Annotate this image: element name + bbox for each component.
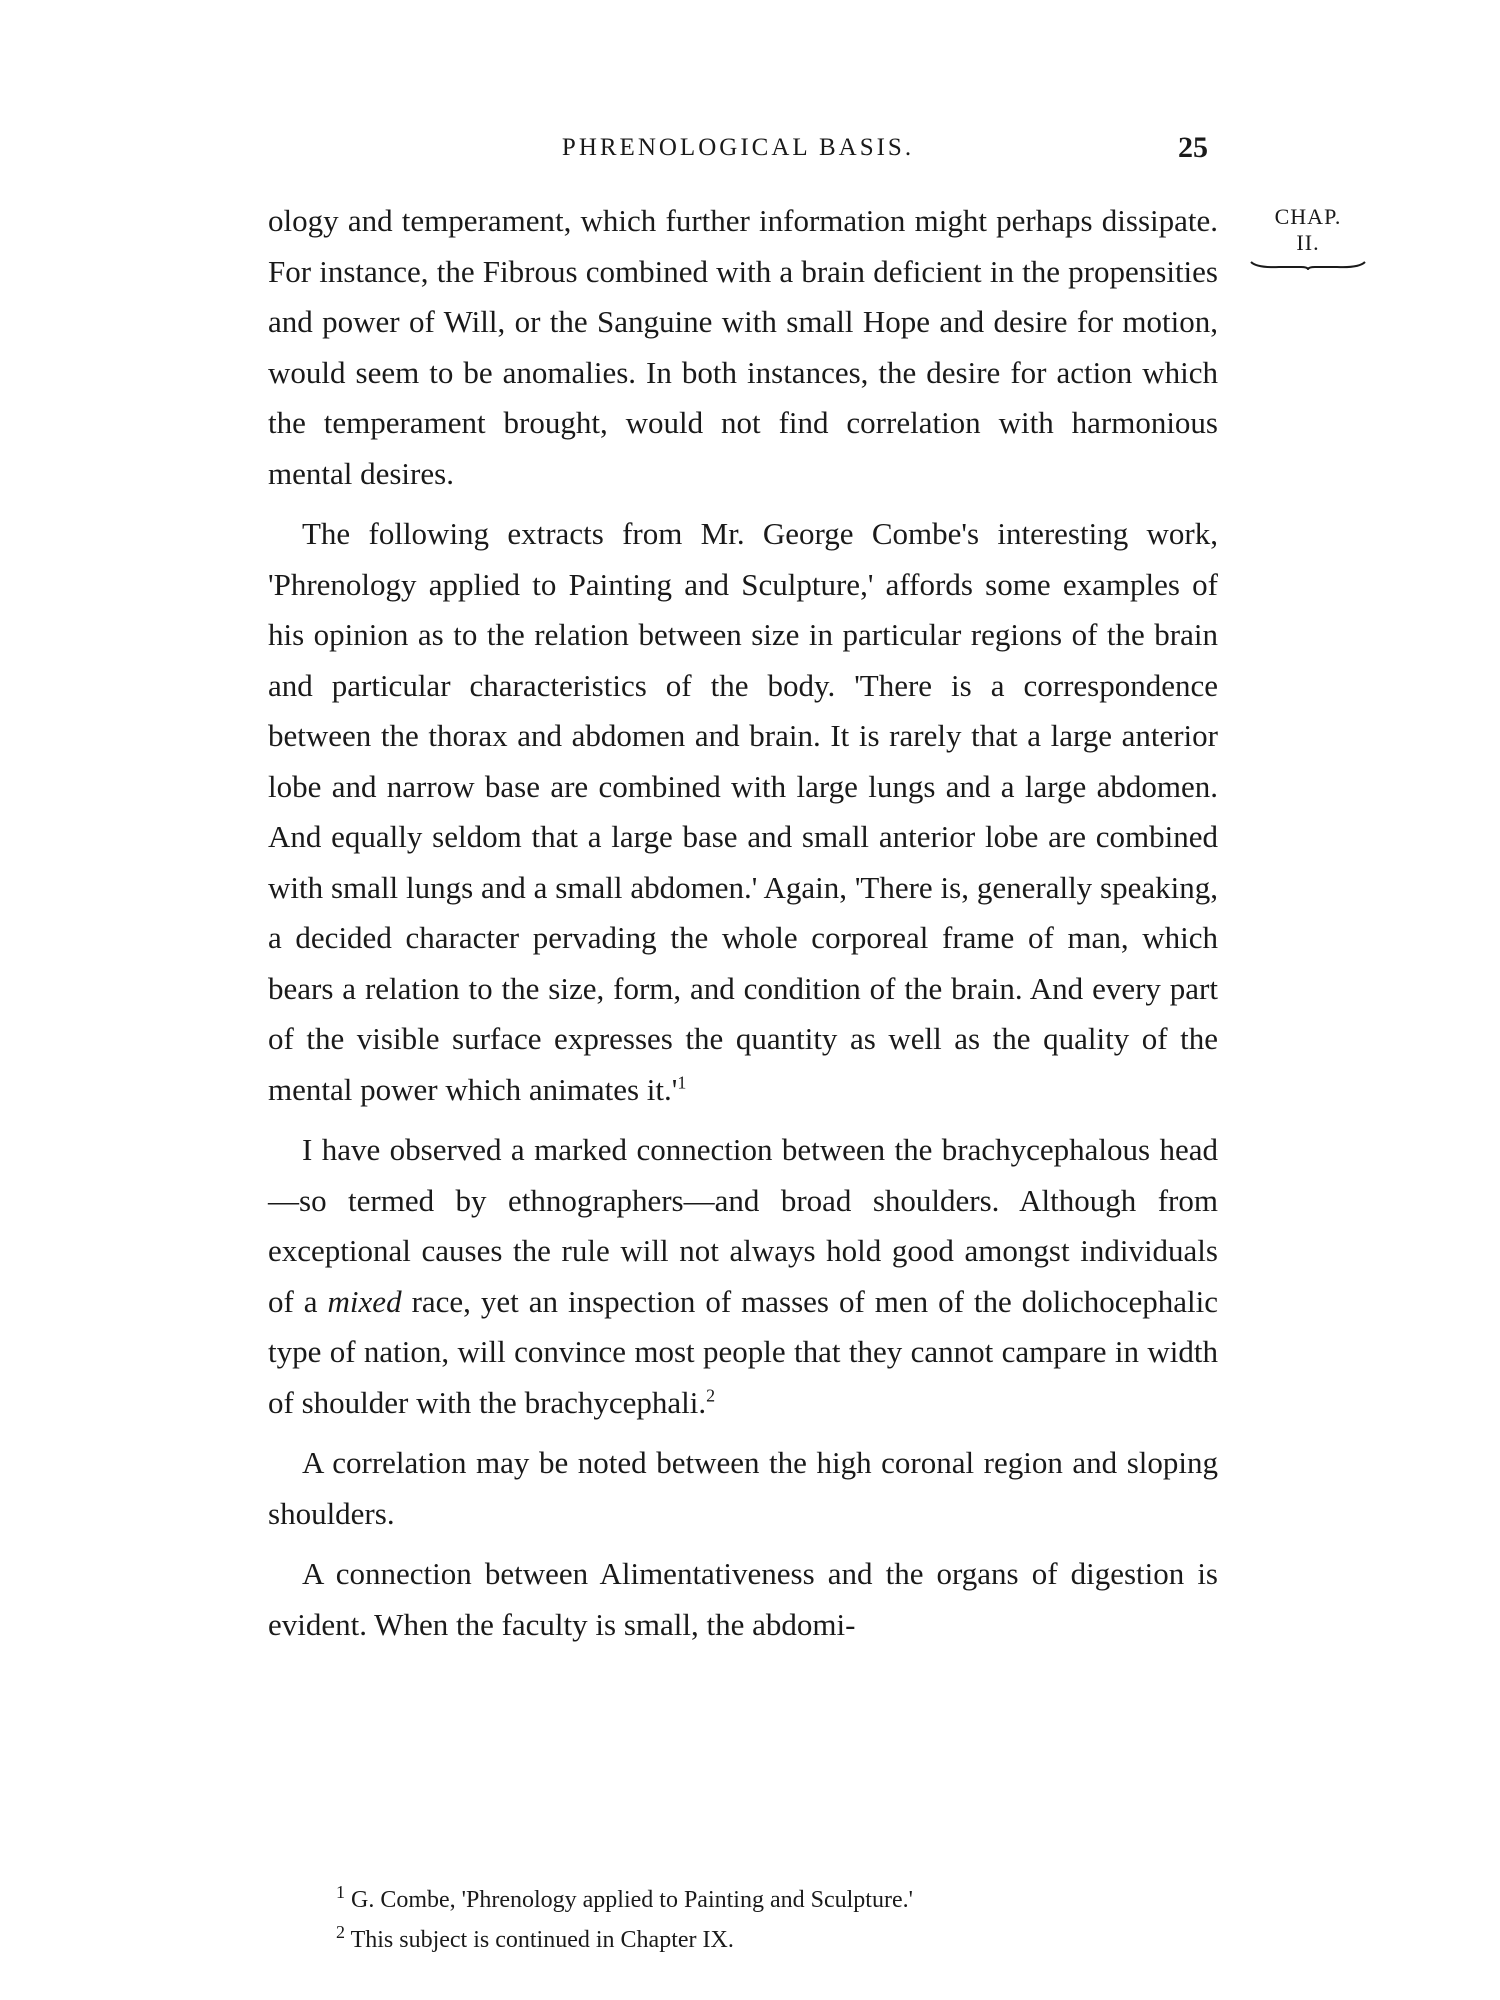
footnotes	[336, 1880, 1216, 1960]
brace-icon	[1249, 260, 1367, 270]
footnote-2-mark: 2	[336, 1922, 345, 1942]
paragraph-alimentativeness: A connection between Alimentativeness and the organs of digestion is evident. When the faculty is small, the abdomi-	[268, 1556, 1218, 1642]
footnote-2	[336, 1920, 1216, 1960]
running-head	[268, 128, 1208, 168]
page-number: 25	[1178, 131, 1208, 164]
paragraph-continued: ology and temperament, which further information might perhaps dissipate. For instance, the Fibrous combined with a brain deficient in the propensities and power of Will, or the Sanguine with small Hope and desire for motion, would seem to be anomalies. In both instances, the desire for action which the temperament brought, would not find correlation with harmonious mental desires.	[268, 203, 1218, 491]
footnote-1-mark: 1	[336, 1882, 345, 1902]
chapter-label: CHAP.	[1274, 204, 1342, 229]
footnote-1	[336, 1880, 1216, 1920]
paragraph-coronal: A correlation may be noted between the high coronal region and sloping shoulders.	[268, 1445, 1218, 1531]
paragraph-combe-extracts	[268, 509, 1218, 1115]
paragraph-brachycephalous	[268, 1125, 1218, 1428]
chapter-number: II.	[1296, 230, 1320, 255]
paragraph-brachy-part-2: race, yet an inspection of masses of men of the dolichocephalic type of nation, will convince most people that they cannot campare in width of shoulder with the brachycephali.	[268, 1283, 1218, 1420]
running-title: PHRENOLOGICAL BASIS.	[561, 134, 915, 161]
paragraph-brachy-part-1: I have observed a marked connection between the brachycephalous head—so termed by ethnographers—and broad shoulders. Although from exceptional causes the rule will not always hold good amongst individuals of a	[268, 1132, 1218, 1319]
footnote-mark-1: 1	[677, 1072, 687, 1093]
footnote-1-text: G. Combe, 'Phrenology applied to Painting and Sculpture.'	[351, 1887, 913, 1913]
body-text	[268, 196, 1218, 1660]
italic-mixed: mixed	[327, 1283, 402, 1319]
footnote-2-text: This subject is continued in Chapter IX.	[350, 1927, 734, 1953]
paragraph-combe-text: The following extracts from Mr. George Combe's interesting work, 'Phrenology applied to Painting and Sculpture,' affords some examples of his opinion as to the relation between size in particular regions of the brain and particular characteristics of the body. 'There is a correspondence between the thorax and abdomen and brain. It is rarely that a large anterior lobe and narrow base are combined with large lungs and a large abdomen. And equally seldom that a large base and small anterior lobe are combined with small lungs and a small abdomen.' Again, 'There is, generally speaking, a decided character pervading the whole corporeal frame of man, which bears a relation to the size, form, and condition of the brain. And every part of the visible surface expresses the quantity as well as the quality of the mental power which animates it.'	[268, 516, 1218, 1107]
chapter-sidenote	[1248, 204, 1368, 270]
footnote-mark-2: 2	[706, 1385, 716, 1406]
